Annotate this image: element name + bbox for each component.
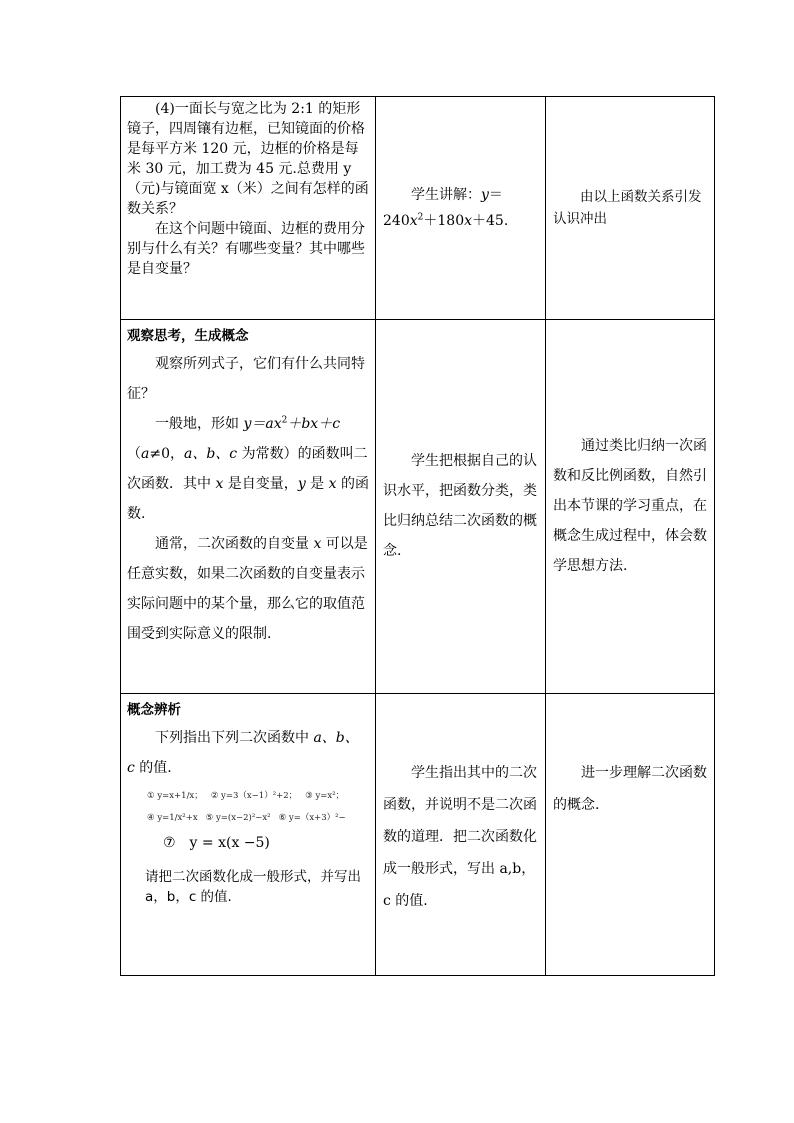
instruction-text: 请把二次函数化成一般形式，并写出 a，b，c 的值. (145, 869, 361, 905)
function-list-line (147, 789, 371, 803)
column-divider (375, 97, 376, 975)
row3-content-cell (127, 697, 371, 973)
student-explanation: 学生讲解：$y=240x^2+180x+45$. (383, 187, 509, 229)
row1-content-cell (127, 99, 371, 317)
student-activity-text: 学生把根据自己的认识水平，把函数分类，类比归纳总结二次函数的概念. (383, 453, 537, 559)
function-item: ④ y=1/x²+x (147, 813, 198, 823)
design-intent-text: 通过类比归纳一次函数和反比例函数，自然引出本节课的学习重点，在概念生成过程中，体会数学思想方法. (553, 438, 707, 574)
student-activity-text: 学生指出其中的二次函数，并说明不是二次函数的道理．把二次函数化成一般形式，写出 a,b，c 的值. (383, 765, 537, 909)
section-heading: 概念辨析 (127, 702, 181, 718)
function-item: ① y=x+1/x； (147, 791, 203, 801)
task-text-cont: c 的值. (127, 760, 172, 776)
design-intent-text: 由以上函数关系引发认识冲出 (553, 189, 702, 227)
observe-text: 观察所列式子，它们有什么共同特征？ (127, 356, 365, 402)
question-text: 在这个问题中镜面、边框的费用分别与什么有关？有哪些变量？其中哪些是自变量？ (127, 221, 365, 277)
column-divider (545, 97, 546, 975)
row2-intent-cell (553, 319, 711, 693)
row-divider (121, 693, 714, 694)
function-item: ② y=3（x−1）²+2； (210, 791, 298, 801)
function-list-line (147, 811, 371, 825)
lesson-table (120, 96, 715, 976)
task-text: 下列指出下列二次函数中 a、b、 (155, 730, 359, 746)
definition-line: 一般地，形如 $y=ax^2+bx+c$ (155, 415, 341, 432)
row1-student-cell (383, 97, 543, 319)
row1-intent-cell (553, 97, 711, 319)
domain-text: 通常，二次函数的自变量 x 可以是任意实数，如果二次函数的自变量表示实际问题中的某个量，那么它的取值范围受到实际意义的限制. (127, 536, 368, 642)
row2-content-cell (127, 323, 371, 689)
function-list (127, 789, 371, 825)
row3-intent-cell (553, 757, 711, 957)
function-item: ③ y=x²； (305, 791, 345, 801)
function-item: ⑥ y=（x+3）²− (278, 813, 346, 823)
design-intent-text: 进一步理解二次函数的概念. (553, 765, 707, 813)
function-item-7: ⑦ y = x(x −5) (163, 835, 270, 851)
definition-text: （a≠0，a、b、c 为常数）的函数叫二次函数．其中 x 是自变量，y 是 x 的函数. (127, 446, 369, 522)
function-item: ⑤ y=(x−2)²−x² (205, 813, 271, 823)
row3-student-cell (383, 757, 543, 957)
row2-student-cell (383, 319, 543, 693)
section-heading: 观察思考，生成概念 (127, 328, 249, 344)
problem-text: (4)一面长与宽之比为 2:1 的矩形镜子，四周镶有边框，已知镜面的价格是每平方米 120 元，边框的价格是每米 30 元，加工费为 45 元.总费用 y（元)与镜面宽 x（米）之间有怎样的函数关系？ (127, 101, 369, 217)
